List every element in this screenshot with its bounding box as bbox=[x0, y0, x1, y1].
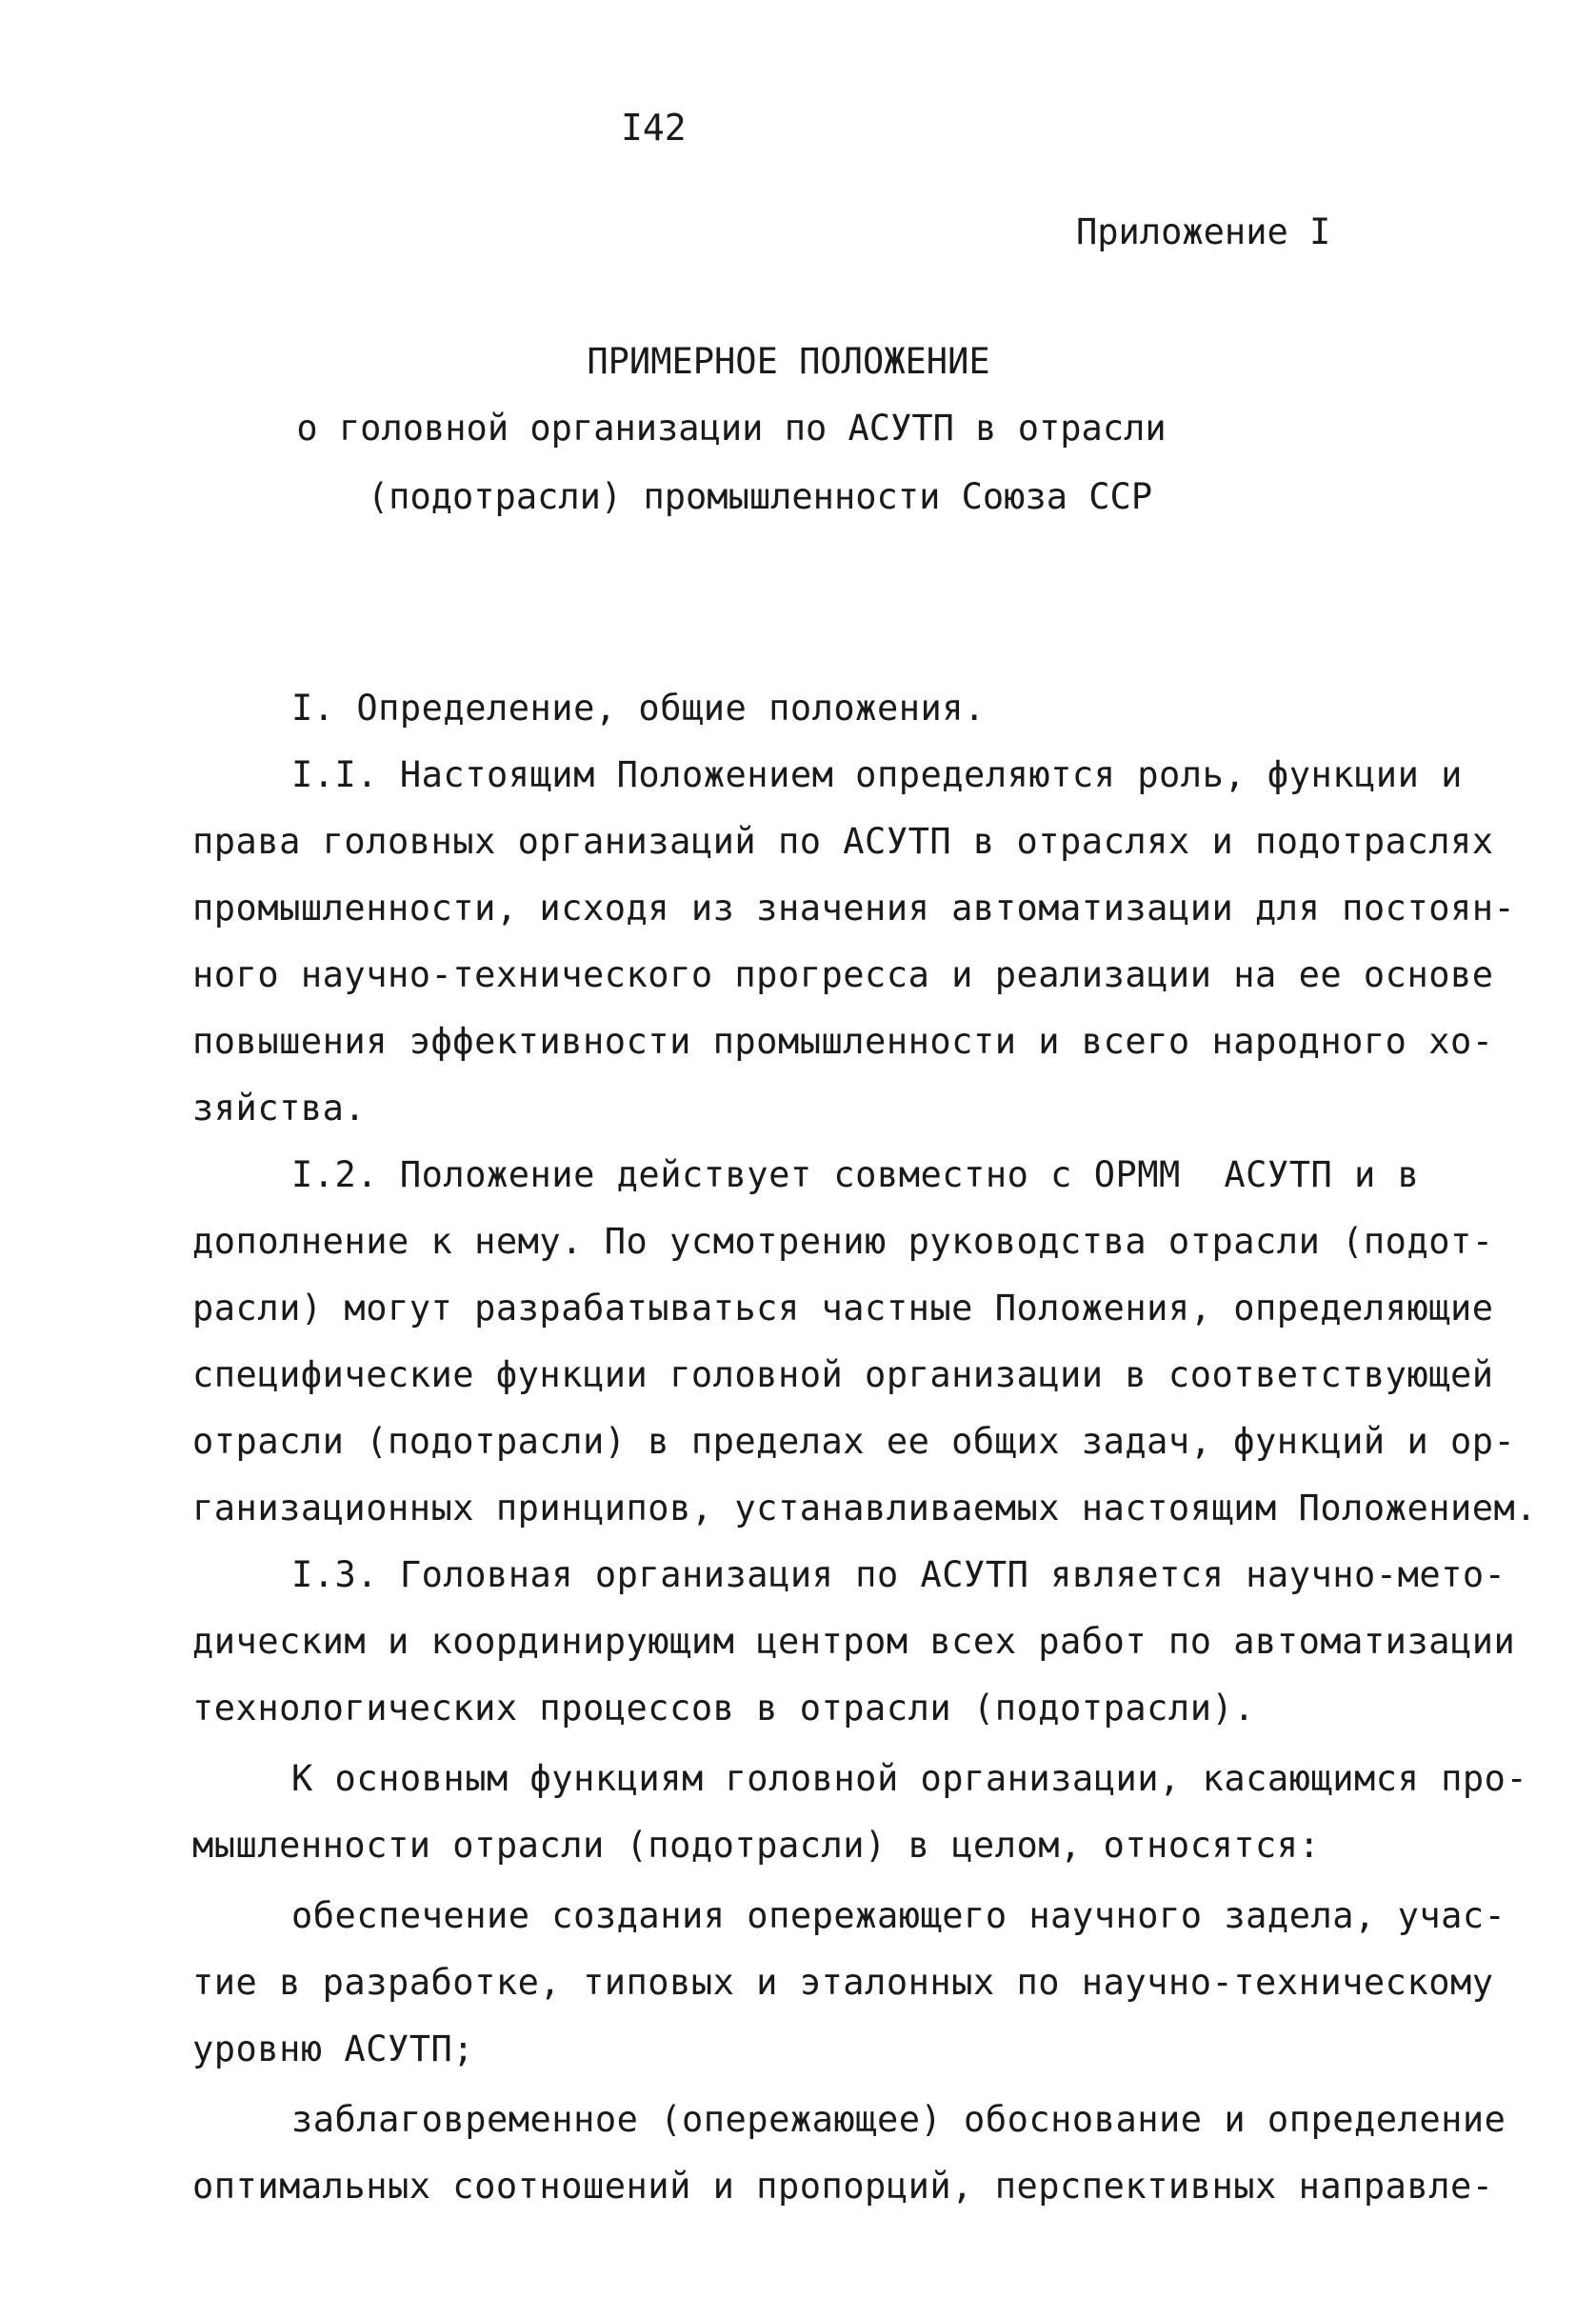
body-line: заблаговременное (опережающее) обоснование и определение bbox=[291, 2099, 1506, 2140]
body-line: ного научно-технического прогресса и реализации на ее основе bbox=[192, 954, 1494, 995]
body-line: мышленности отрасли (подотрасли) в целом, относятся: bbox=[192, 1825, 1321, 1866]
body-line: дическим и координирующим центром всех работ по автоматизации bbox=[192, 1621, 1516, 1662]
section-heading: I. Определение, общие положения. bbox=[291, 688, 986, 729]
body-line: дополнение к нему. По усмотрению руководства отрасли (подот- bbox=[192, 1221, 1494, 1262]
title-line-3: (подотрасли) промышленности Союза ССР bbox=[367, 476, 1153, 517]
body-line: технологических процессов в отрасли (подотрасли). bbox=[192, 1688, 1256, 1729]
body-line: отрасли (подотрасли) в пределах ее общих задач, функций и ор- bbox=[192, 1421, 1516, 1462]
body-line: уровню АСУТП; bbox=[192, 2028, 475, 2069]
title-line-1: ПРИМЕРНОЕ ПОЛОЖЕНИЕ bbox=[587, 341, 990, 382]
body-line: права головных организаций по АСУТП в отраслях и подотраслях bbox=[192, 821, 1494, 862]
body-line: оптимальных соотношений и пропорций, перспективных направле- bbox=[192, 2166, 1494, 2207]
body-line: К основным функциям головной организации, касающимся про- bbox=[291, 1758, 1528, 1799]
title-line-2: о головной организации по АСУТП в отрасли bbox=[296, 408, 1167, 449]
body-line: зяйства. bbox=[192, 1088, 367, 1129]
body-line: промышленности, исходя из значения автоматизации для постоян- bbox=[192, 888, 1516, 929]
body-line: повышения эффективности промышленности и всего народного хо- bbox=[192, 1021, 1494, 1062]
body-line: расли) могут разрабатываться частные Положения, определяющие bbox=[192, 1288, 1494, 1329]
page-number: I42 bbox=[621, 107, 687, 149]
body-line: ганизационных принципов, устанавливаемых настоящим Положением. bbox=[192, 1488, 1538, 1529]
body-line: специфические функции головной организации в соответствующей bbox=[192, 1354, 1494, 1395]
body-line: обеспечение создания опережающего научного задела, учас- bbox=[291, 1895, 1506, 1936]
body-line: I.3. Головная организация по АСУТП является научно-мето- bbox=[291, 1554, 1506, 1595]
body-line: I.2. Положение действует совместно с ОРММ АСУТП и в bbox=[291, 1154, 1420, 1195]
appendix-label: Приложение I bbox=[1076, 211, 1331, 252]
body-line: тие в разработке, типовых и эталонных по научно-техническому bbox=[192, 1962, 1494, 2003]
body-line: I.I. Настоящим Положением определяются роль, функции и bbox=[291, 754, 1463, 795]
